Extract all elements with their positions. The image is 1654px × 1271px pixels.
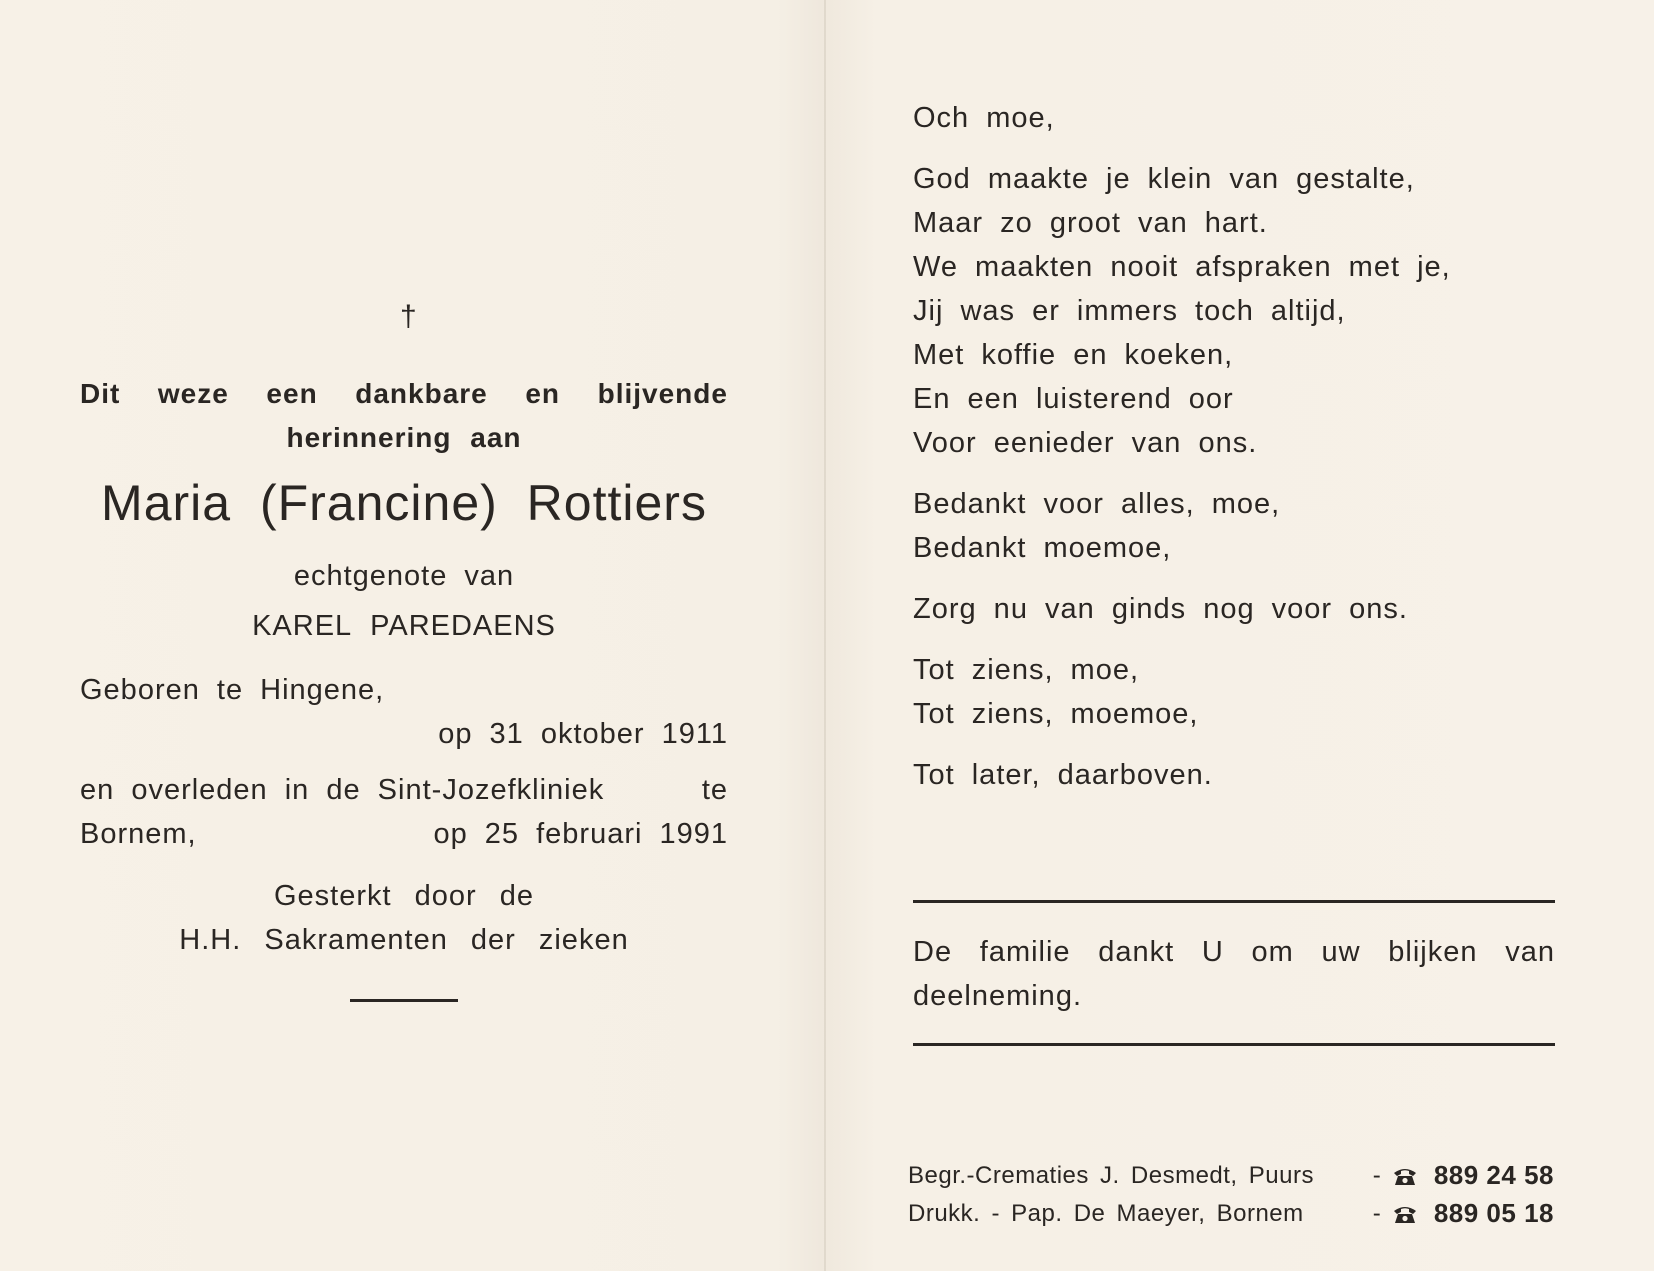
dedication-word: en bbox=[525, 378, 561, 409]
printer-credit bbox=[908, 1198, 1554, 1229]
death-place-line bbox=[80, 774, 728, 807]
funeral-home-phone: 889 24 58 bbox=[1433, 1160, 1554, 1190]
dedication-word: dankbare bbox=[355, 378, 488, 409]
poem-line: Bedankt voor alles, moe, bbox=[913, 488, 1281, 520]
poem-line: Met koffie en koeken, bbox=[913, 339, 1234, 371]
poem-line: En een luisterend oor bbox=[913, 383, 1234, 415]
divider bbox=[350, 999, 458, 1002]
poem-line: Voor eenieder van ons. bbox=[913, 427, 1258, 459]
death-date-line bbox=[80, 818, 728, 851]
poem-line: God maakte je klein van gestalte, bbox=[913, 163, 1415, 195]
telephone-icon bbox=[1392, 1203, 1418, 1225]
birth-place: Geboren te Hingene, bbox=[80, 674, 385, 706]
credit-dash: - bbox=[1372, 1161, 1382, 1189]
poem-line: Jij was er immers toch altijd, bbox=[913, 295, 1346, 327]
deceased-name: Maria (Francine) Rottiers bbox=[101, 475, 707, 531]
dedication-line-1 bbox=[80, 372, 728, 416]
thanks-word: uw bbox=[1321, 936, 1361, 968]
poem-line: Tot ziens, moe, bbox=[913, 654, 1140, 686]
printer-phone: 889 05 18 bbox=[1433, 1198, 1554, 1228]
spouse-name: KAREL PAREDAENS bbox=[252, 610, 556, 642]
thanks-word: De bbox=[913, 936, 953, 968]
thanks-line-1 bbox=[913, 930, 1555, 974]
poem-line: Och moe, bbox=[913, 102, 1055, 134]
dedication-word: blijvende bbox=[597, 378, 728, 409]
dedication-word: weze bbox=[157, 378, 229, 409]
sacraments-line-2: H.H. Sakramenten der zieken bbox=[179, 924, 629, 956]
show-through-handwriting bbox=[317, 61, 722, 359]
thanks-word: blijken bbox=[1388, 936, 1478, 968]
dedication-word: Dit bbox=[80, 378, 121, 409]
thanks-word: om bbox=[1251, 936, 1294, 968]
card-fold bbox=[824, 0, 826, 1271]
dedication-line-2: herinnering aan bbox=[286, 422, 522, 453]
sacraments-line-1: Gesterkt door de bbox=[274, 880, 534, 912]
poem-stanza bbox=[913, 648, 1553, 736]
thanks-word: U bbox=[1201, 936, 1224, 968]
birth-date: op 31 oktober 1911 bbox=[438, 718, 728, 750]
poem-line: Tot ziens, moemoe, bbox=[913, 698, 1199, 730]
thanks-word: van bbox=[1505, 936, 1555, 968]
thanks-line-2: deelneming. bbox=[913, 980, 1082, 1012]
poem-line: Maar zo groot van hart. bbox=[913, 207, 1268, 239]
death-town: Bornem, bbox=[80, 818, 197, 850]
thanks-top-rule bbox=[913, 900, 1555, 903]
dedication-word: een bbox=[266, 378, 318, 409]
dedication bbox=[80, 372, 728, 460]
poem-stanza bbox=[913, 482, 1553, 570]
family-thanks bbox=[913, 930, 1555, 1018]
funeral-home-name: Begr.-Crematies J. Desmedt, Puurs bbox=[908, 1161, 1314, 1189]
death-place-suffix: te bbox=[701, 774, 728, 806]
spouse-label: echtgenote van bbox=[293, 560, 515, 592]
poem-line: Tot later, daarboven. bbox=[913, 759, 1213, 791]
poem-stanza bbox=[913, 587, 1553, 631]
poem-stanza bbox=[913, 96, 1553, 140]
thanks-bottom-rule bbox=[913, 1043, 1555, 1046]
poem-stanza bbox=[913, 157, 1553, 465]
poem-line: We maakten nooit afspraken met je, bbox=[913, 251, 1451, 283]
death-place-text: en overleden in de Sint-Jozefkliniek bbox=[80, 774, 605, 806]
funeral-home-credit bbox=[908, 1160, 1554, 1191]
poem-stanza bbox=[913, 753, 1553, 797]
poem-line: Zorg nu van ginds nog voor ons. bbox=[913, 593, 1408, 625]
thanks-word: familie bbox=[979, 936, 1071, 968]
printer-name: Drukk. - Pap. De Maeyer, Bornem bbox=[908, 1199, 1304, 1227]
thanks-word: dankt bbox=[1098, 936, 1175, 968]
telephone-icon bbox=[1392, 1165, 1418, 1187]
cross-symbol: † bbox=[400, 300, 417, 333]
poem-line: Bedankt moemoe, bbox=[913, 532, 1172, 564]
poem bbox=[913, 96, 1553, 814]
credit-dash: - bbox=[1372, 1199, 1382, 1227]
death-date: op 25 februari 1991 bbox=[433, 818, 728, 850]
